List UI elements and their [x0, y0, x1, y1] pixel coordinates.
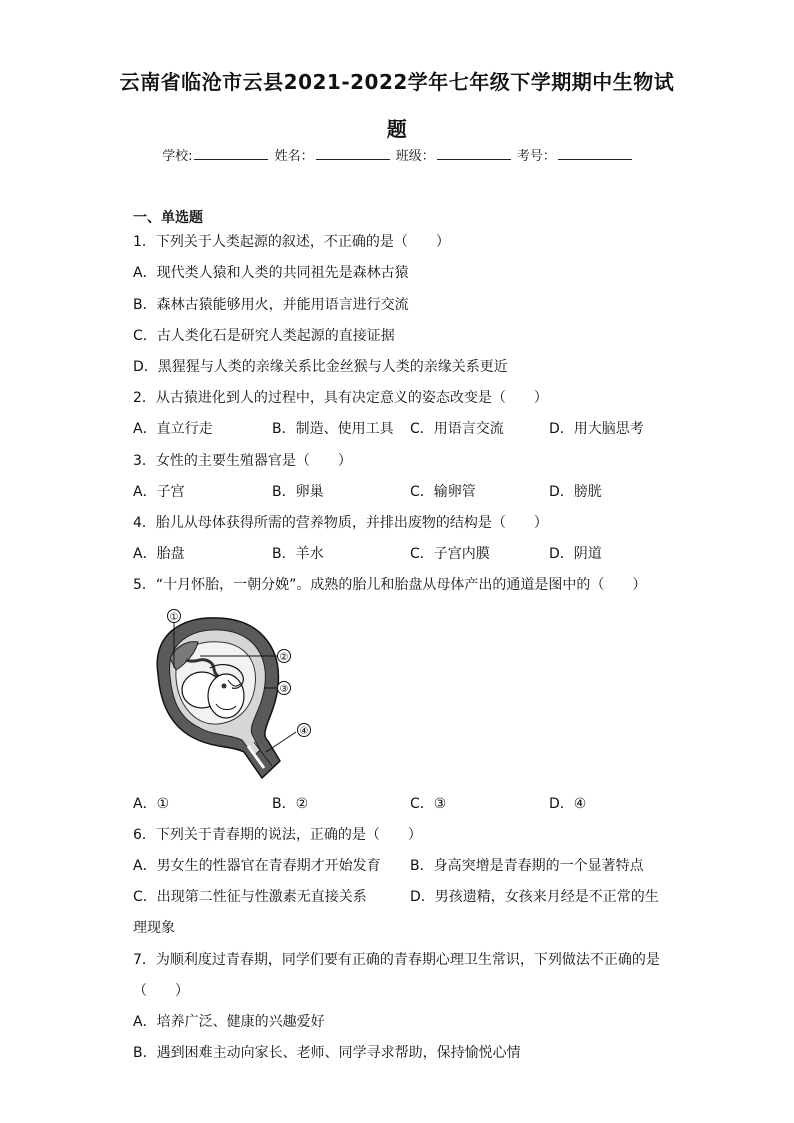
- section-heading: 一、单选题: [133, 210, 203, 226]
- option: B．身高突增是青春期的一个显著特点: [410, 858, 644, 874]
- option: C．③: [410, 796, 447, 812]
- option: A．男女生的性器官在青春期才开始发育: [133, 858, 381, 874]
- school-label: 学校:: [162, 149, 193, 164]
- option: B．羊水: [272, 546, 324, 562]
- label-2: ②: [279, 652, 289, 663]
- question-stem: 3．女性的主要生殖器官是（ ）: [133, 453, 352, 469]
- question-stem: 1．下列关于人类起源的叙述，不正确的是（ ）: [133, 234, 450, 250]
- option: D．阴道: [549, 546, 602, 562]
- label-1: ①: [169, 612, 179, 623]
- class-blank: [437, 147, 511, 160]
- page-title: 云南省临沧市云县2021-2022学年七年级下学期期中生物试: [119, 70, 675, 94]
- label-3: ③: [279, 684, 289, 695]
- option: D．黑猩猩与人类的亲缘关系比金丝猴与人类的亲缘关系更近: [133, 359, 508, 375]
- exam-no-field: [517, 145, 632, 164]
- question-stem: 5．“十月怀胎，一朝分娩”。成熟的胎儿和胎盘从母体产出的通道是图中的（ ）: [133, 577, 647, 593]
- exam-no-blank: [558, 147, 632, 160]
- option: D．④: [549, 796, 587, 812]
- uterus-fetus-diagram: [140, 606, 320, 786]
- school-blank: [194, 147, 268, 160]
- question-stem: 2．从古猿进化到人的过程中，具有决定意义的姿态改变是（ ）: [133, 390, 548, 406]
- option: C．输卵管: [410, 484, 476, 500]
- question-stem-cont: （ ）: [133, 983, 189, 999]
- label-4: ④: [299, 726, 309, 737]
- option: A．现代类人猿和人类的共同祖先是森林古猿: [133, 265, 409, 281]
- option: A．直立行走: [133, 421, 213, 437]
- option: C．子宫内膜: [410, 546, 490, 562]
- question-stem: 7．为顺利度过青春期，同学们要有正确的青春期心理卫生常识，下列做法不正确的是: [133, 952, 660, 968]
- option: C．用语言交流: [410, 421, 504, 437]
- option: A．①: [133, 796, 170, 812]
- option: B．制造、使用工具: [272, 421, 394, 437]
- option-continuation: 理现象: [133, 920, 175, 936]
- option: B．森林古猿能够用火，并能用语言进行交流: [133, 297, 409, 313]
- option: A．培养广泛、健康的兴趣爱好: [133, 1014, 325, 1030]
- option: C．出现第二性征与性激素无直接关系: [133, 889, 367, 905]
- option: C．古人类化石是研究人类起源的直接证据: [133, 328, 395, 344]
- option: D．膀胱: [549, 484, 602, 500]
- school-field: [162, 145, 268, 164]
- option: D．用大脑思考: [549, 421, 644, 437]
- option: D．男孩遗精，女孩来月经是不正常的生: [410, 889, 659, 905]
- question-stem: 4．胎儿从母体获得所需的营养物质，并排出废物的结构是（ ）: [133, 515, 548, 531]
- option: A．子宫: [133, 484, 185, 500]
- option: B．②: [272, 796, 309, 812]
- option: A．胎盘: [133, 546, 185, 562]
- class-field: [396, 145, 511, 164]
- exam-no-label: 考号：: [516, 149, 556, 164]
- name-field: [275, 145, 390, 164]
- student-info-row: [0, 145, 794, 164]
- name-blank: [316, 147, 390, 160]
- question-stem: 6．下列关于青春期的说法，正确的是（ ）: [133, 827, 422, 843]
- page-title-cont: 题: [386, 117, 408, 141]
- option: B．卵巢: [272, 484, 324, 500]
- class-label: 班级：: [395, 149, 435, 164]
- name-label: 姓名：: [274, 149, 314, 164]
- option: B．遇到困难主动向家长、老师、同学寻求帮助，保持愉悦心情: [133, 1045, 521, 1061]
